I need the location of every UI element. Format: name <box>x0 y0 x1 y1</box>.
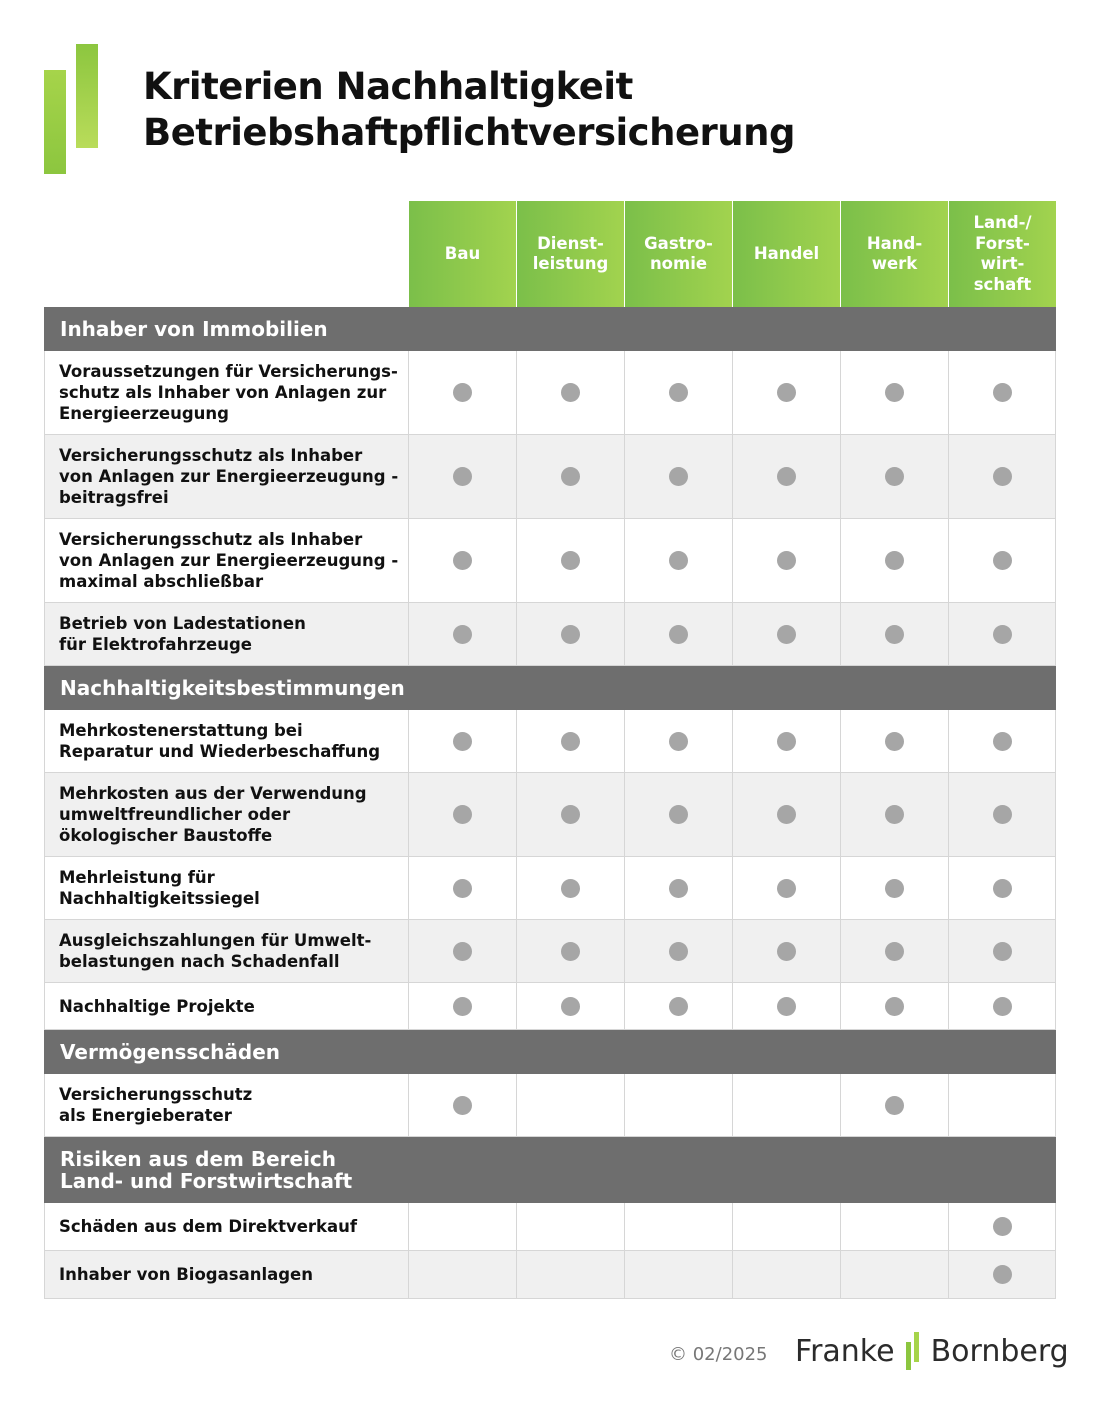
included-dot-icon <box>561 732 580 751</box>
included-dot-icon <box>669 383 688 402</box>
table-row <box>44 1074 1056 1137</box>
row-label: Mehrkosten aus der Verwendung umweltfreundlicher oder ökologischer Baustoffe <box>59 784 367 845</box>
included-dot-icon <box>993 1265 1012 1284</box>
included-dot-icon <box>993 732 1012 751</box>
section-header: Inhaber von Immobilien <box>44 307 1056 351</box>
included-dot-icon <box>561 805 580 824</box>
column-header: Handel <box>733 201 840 307</box>
table-header-row <box>44 201 1056 307</box>
brand-mark-icon <box>904 1332 922 1370</box>
included-dot-icon <box>669 625 688 644</box>
table-row <box>44 519 1056 603</box>
included-dot-icon <box>561 467 580 486</box>
logo-bar-left <box>44 70 66 174</box>
included-dot-icon <box>777 467 796 486</box>
included-dot-icon <box>777 997 796 1016</box>
included-dot-icon <box>669 942 688 961</box>
included-dot-icon <box>993 625 1012 644</box>
table-row <box>44 603 1056 666</box>
included-dot-icon <box>885 551 904 570</box>
included-dot-icon <box>777 805 796 824</box>
included-dot-icon <box>885 879 904 898</box>
included-dot-icon <box>669 732 688 751</box>
brand-name-right: Bornberg <box>930 1333 1069 1369</box>
included-dot-icon <box>453 625 472 644</box>
included-dot-icon <box>453 879 472 898</box>
table-row <box>44 710 1056 773</box>
included-dot-icon <box>885 942 904 961</box>
included-dot-icon <box>885 625 904 644</box>
included-dot-icon <box>669 551 688 570</box>
included-dot-icon <box>453 551 472 570</box>
row-label: Betrieb von Ladestationen für Elektrofahrzeuge <box>59 614 306 654</box>
included-dot-icon <box>453 732 472 751</box>
column-header: Gastro- nomie <box>625 201 732 307</box>
included-dot-icon <box>885 997 904 1016</box>
included-dot-icon <box>777 551 796 570</box>
included-dot-icon <box>993 805 1012 824</box>
row-label: Schäden aus dem Direktverkauf <box>59 1217 358 1236</box>
row-label: Mehrkostenerstattung bei Reparatur und Wiederbeschaffung <box>59 721 381 761</box>
page-title <box>143 64 795 156</box>
logo-bar-right <box>76 44 98 148</box>
column-header: Land-/ Forst- wirt- schaft <box>949 201 1056 307</box>
included-dot-icon <box>561 625 580 644</box>
column-header: Bau <box>409 201 516 307</box>
included-dot-icon <box>885 805 904 824</box>
included-dot-icon <box>777 732 796 751</box>
included-dot-icon <box>993 997 1012 1016</box>
included-dot-icon <box>993 942 1012 961</box>
included-dot-icon <box>453 942 472 961</box>
included-dot-icon <box>669 997 688 1016</box>
included-dot-icon <box>669 467 688 486</box>
row-label: Inhaber von Biogasanlagen <box>59 1265 313 1284</box>
included-dot-icon <box>453 467 472 486</box>
table-row <box>44 435 1056 519</box>
brand-logo <box>795 1330 1069 1372</box>
column-header: Hand- werk <box>841 201 948 307</box>
included-dot-icon <box>453 383 472 402</box>
included-dot-icon <box>885 1096 904 1115</box>
included-dot-icon <box>777 942 796 961</box>
table-row <box>44 1251 1056 1299</box>
included-dot-icon <box>669 879 688 898</box>
table-row <box>44 983 1056 1030</box>
included-dot-icon <box>561 997 580 1016</box>
included-dot-icon <box>561 942 580 961</box>
included-dot-icon <box>777 383 796 402</box>
table-row <box>44 773 1056 857</box>
row-label: Ausgleichszahlungen für Umwelt- belastungen nach Schadenfall <box>59 931 372 971</box>
included-dot-icon <box>561 879 580 898</box>
row-label: Versicherungsschutz als Inhaber von Anlagen zur Energieerzeugung - maximal abschließbar <box>59 530 399 591</box>
section-header: Nachhaltigkeitsbestimmungen <box>44 666 1056 710</box>
included-dot-icon <box>777 879 796 898</box>
included-dot-icon <box>453 805 472 824</box>
included-dot-icon <box>993 879 1012 898</box>
included-dot-icon <box>993 551 1012 570</box>
included-dot-icon <box>453 1096 472 1115</box>
included-dot-icon <box>993 383 1012 402</box>
included-dot-icon <box>993 467 1012 486</box>
column-header: Dienst- leistung <box>517 201 624 307</box>
row-label: Versicherungsschutz als Energieberater <box>59 1085 253 1125</box>
table-row <box>44 857 1056 920</box>
included-dot-icon <box>561 383 580 402</box>
title-line-1: Kriterien Nachhaltigkeit <box>143 65 633 108</box>
included-dot-icon <box>561 551 580 570</box>
section-header: Vermögensschäden <box>44 1030 1056 1074</box>
row-label: Voraussetzungen für Versicherungs- schutz als Inhaber von Anlagen zur Energieerzeugung <box>59 362 398 423</box>
title-line-2: Betriebshaftpflichtversicherung <box>143 111 795 154</box>
copyright: © 02/2025 <box>669 1344 768 1365</box>
brand-name-left: Franke <box>795 1333 895 1369</box>
included-dot-icon <box>885 383 904 402</box>
criteria-table <box>44 201 1056 1299</box>
table-row <box>44 351 1056 435</box>
section-header: Risiken aus dem Bereich Land- und Forstwirtschaft <box>44 1137 1056 1203</box>
row-label: Mehrleistung für Nachhaltigkeitssiegel <box>59 868 260 908</box>
logo-mark <box>44 44 100 176</box>
included-dot-icon <box>777 625 796 644</box>
included-dot-icon <box>993 1217 1012 1236</box>
included-dot-icon <box>669 805 688 824</box>
table-row <box>44 920 1056 983</box>
included-dot-icon <box>885 467 904 486</box>
table-row <box>44 1203 1056 1251</box>
included-dot-icon <box>885 732 904 751</box>
row-label: Nachhaltige Projekte <box>59 996 255 1016</box>
row-label: Versicherungsschutz als Inhaber von Anlagen zur Energieerzeugung - beitragsfrei <box>59 446 399 507</box>
included-dot-icon <box>453 997 472 1016</box>
